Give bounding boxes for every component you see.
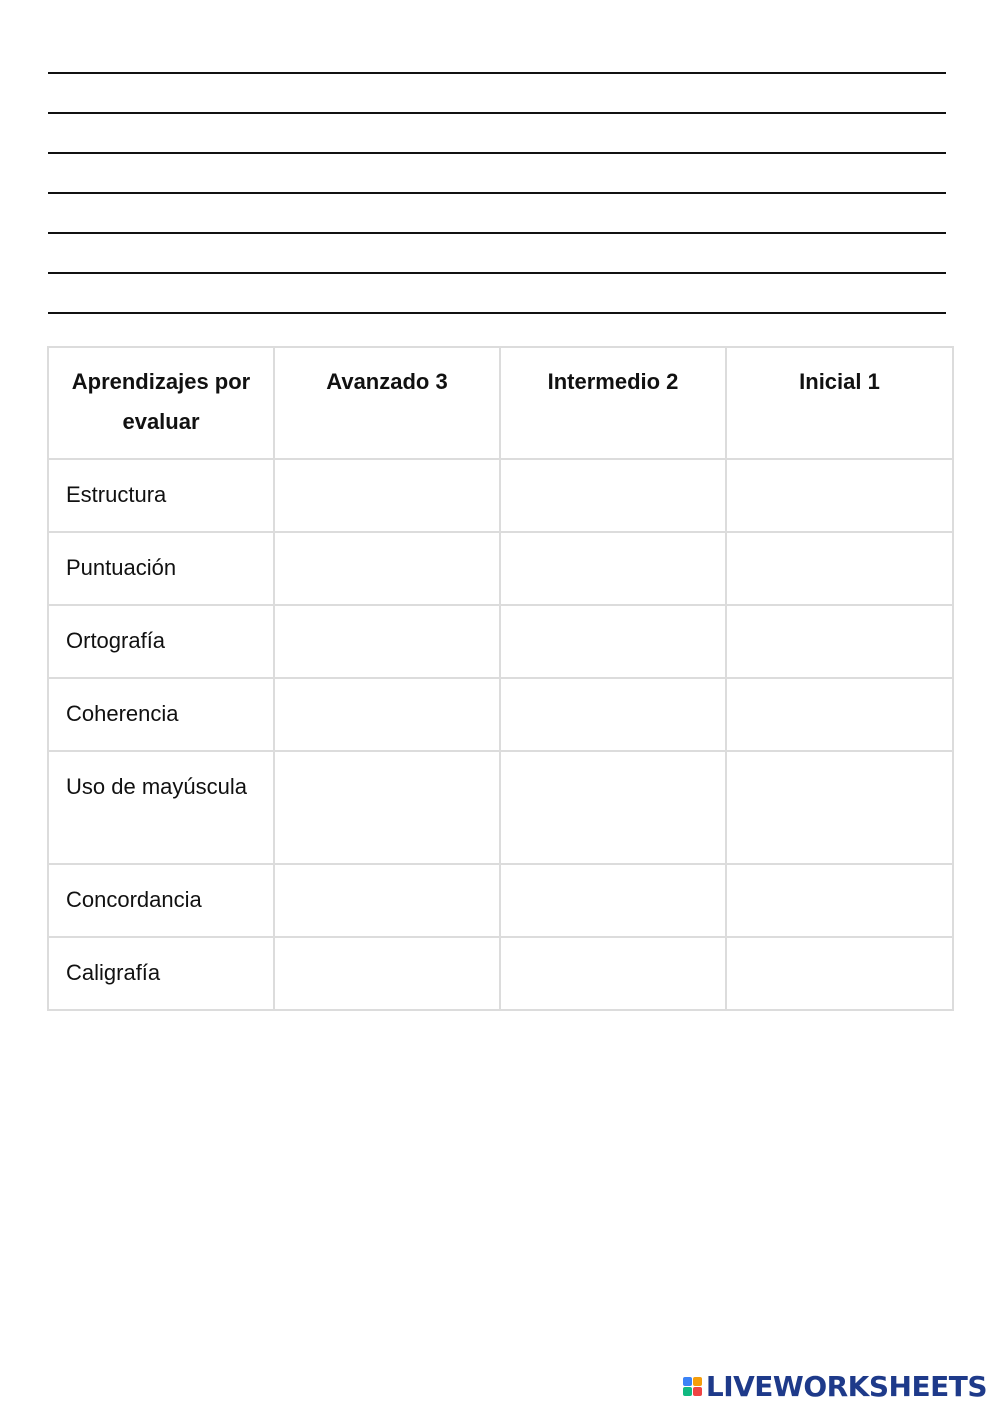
criterion-label: Caligrafía bbox=[48, 937, 274, 1010]
score-cell-advanced[interactable] bbox=[274, 459, 500, 532]
table-row bbox=[48, 678, 953, 751]
logo-text: LIVEWORKSHEETS bbox=[705, 1370, 987, 1403]
criterion-label: Concordancia bbox=[48, 864, 274, 937]
score-cell-advanced[interactable] bbox=[274, 678, 500, 751]
score-cell-intermediate[interactable] bbox=[500, 864, 726, 937]
score-cell-intermediate[interactable] bbox=[500, 605, 726, 678]
table-row bbox=[48, 605, 953, 678]
score-cell-initial[interactable] bbox=[726, 678, 953, 751]
rubric-table bbox=[47, 346, 954, 1011]
score-cell-initial[interactable] bbox=[726, 532, 953, 605]
table-row bbox=[48, 459, 953, 532]
criterion-label: Coherencia bbox=[48, 678, 274, 751]
score-cell-advanced[interactable] bbox=[274, 937, 500, 1010]
liveworksheets-logo bbox=[683, 1370, 987, 1403]
logo-square bbox=[693, 1387, 702, 1396]
writing-line[interactable] bbox=[48, 192, 946, 194]
score-cell-intermediate[interactable] bbox=[500, 937, 726, 1010]
score-cell-advanced[interactable] bbox=[274, 532, 500, 605]
criterion-label: Uso de mayúscula bbox=[48, 751, 274, 864]
score-cell-intermediate[interactable] bbox=[500, 532, 726, 605]
writing-lines bbox=[48, 72, 946, 352]
logo-square bbox=[693, 1377, 702, 1386]
score-cell-intermediate[interactable] bbox=[500, 751, 726, 864]
logo-square bbox=[683, 1377, 692, 1386]
writing-line[interactable] bbox=[48, 232, 946, 234]
criterion-label: Puntuación bbox=[48, 532, 274, 605]
table-row bbox=[48, 532, 953, 605]
header-initial: Inicial 1 bbox=[726, 347, 953, 459]
score-cell-intermediate[interactable] bbox=[500, 678, 726, 751]
score-cell-advanced[interactable] bbox=[274, 605, 500, 678]
score-cell-advanced[interactable] bbox=[274, 751, 500, 864]
logo-square bbox=[683, 1387, 692, 1396]
writing-line[interactable] bbox=[48, 72, 946, 74]
writing-line[interactable] bbox=[48, 152, 946, 154]
writing-line[interactable] bbox=[48, 272, 946, 274]
score-cell-initial[interactable] bbox=[726, 937, 953, 1010]
criterion-label: Estructura bbox=[48, 459, 274, 532]
header-criteria: Aprendizajes por evaluar bbox=[48, 347, 274, 459]
writing-line[interactable] bbox=[48, 312, 946, 314]
table-row bbox=[48, 864, 953, 937]
writing-line[interactable] bbox=[48, 112, 946, 114]
logo-mark-icon bbox=[683, 1377, 702, 1396]
header-advanced: Avanzado 3 bbox=[274, 347, 500, 459]
score-cell-initial[interactable] bbox=[726, 459, 953, 532]
criterion-label: Ortografía bbox=[48, 605, 274, 678]
score-cell-initial[interactable] bbox=[726, 751, 953, 864]
score-cell-advanced[interactable] bbox=[274, 864, 500, 937]
score-cell-initial[interactable] bbox=[726, 864, 953, 937]
header-intermediate: Intermedio 2 bbox=[500, 347, 726, 459]
score-cell-initial[interactable] bbox=[726, 605, 953, 678]
table-row bbox=[48, 751, 953, 864]
score-cell-intermediate[interactable] bbox=[500, 459, 726, 532]
table-row bbox=[48, 937, 953, 1010]
rubric-header-row bbox=[48, 347, 953, 459]
